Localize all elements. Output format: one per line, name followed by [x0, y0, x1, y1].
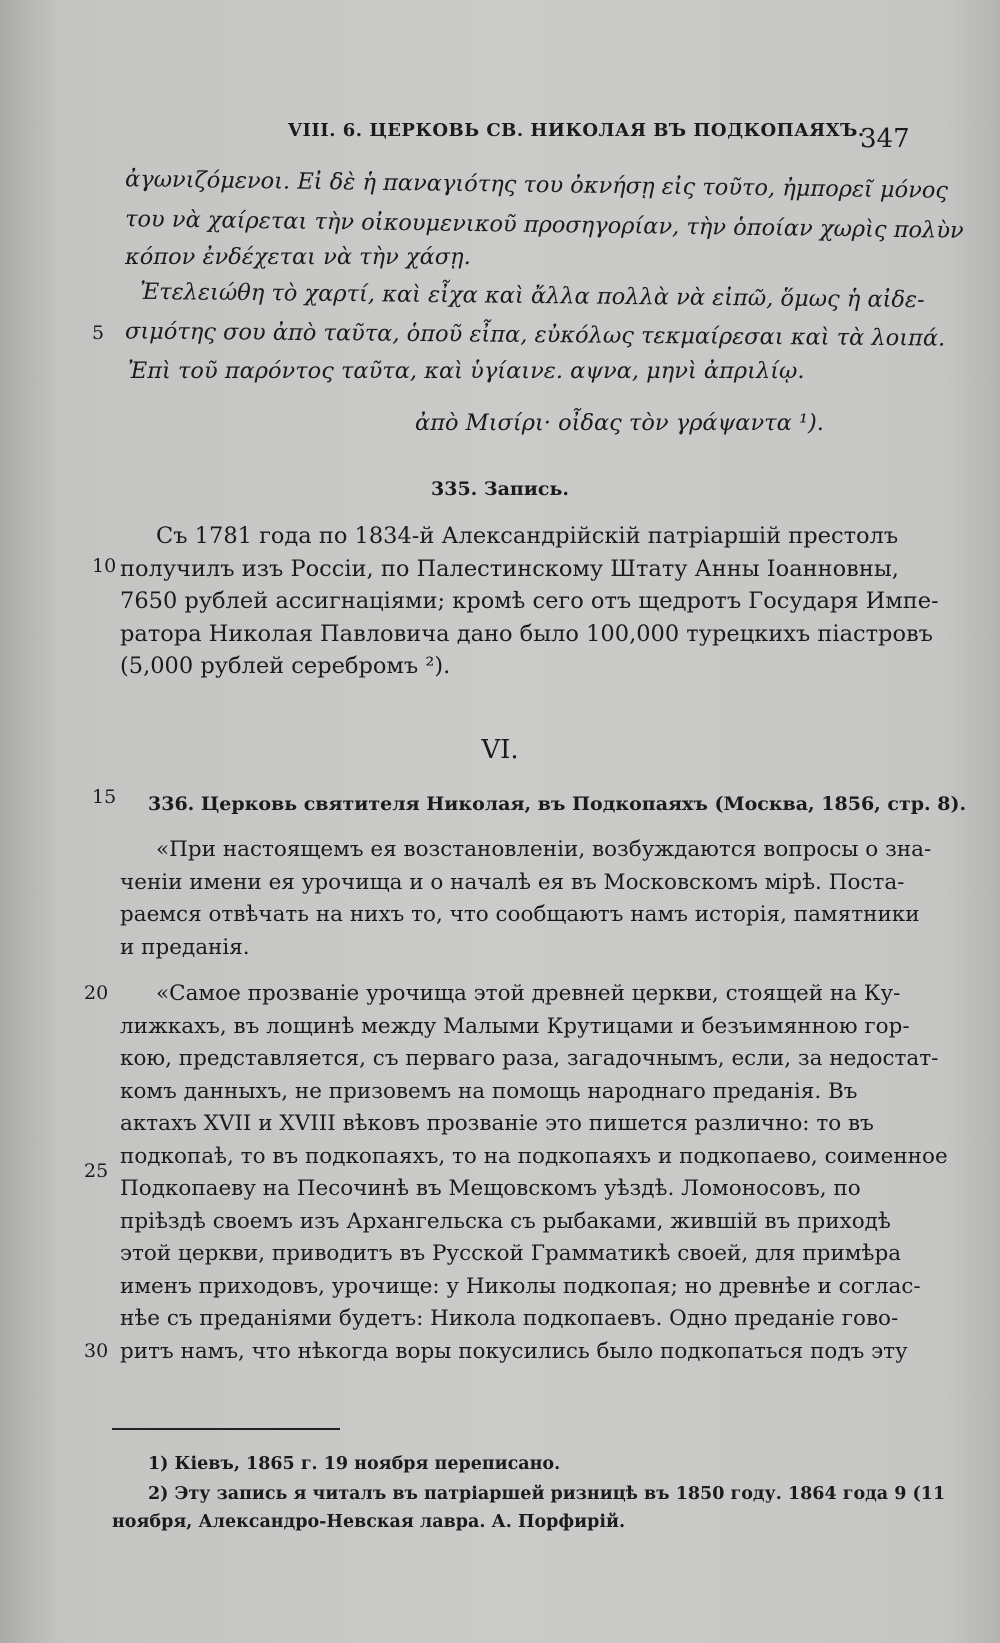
paragraph-335	[120, 520, 939, 683]
text-line: Съ 1781 года по 1834-й Александрійскій патріаршій престолъ	[156, 523, 899, 549]
text-line: (5,000 рублей серебромъ ²).	[120, 653, 451, 679]
line-number: 30	[84, 1340, 109, 1362]
greek-line: ἀγωνιζόμενοι. Εἰ δὲ ἡ παναγιότης του ὀκνήσῃ εἰς τοῦτο, ἠμπορεῖ μόνος	[124, 166, 949, 204]
line-number: 5	[92, 322, 105, 344]
page-number: 347	[860, 124, 910, 154]
line-number: 10	[92, 555, 117, 577]
paragraph-336-1	[120, 834, 932, 964]
footnote-divider	[112, 1428, 340, 1430]
text-line: Подкопаеву на Песочинѣ въ Мещовскомъ уѣздѣ. Ломоносовъ, по	[120, 1176, 861, 1201]
text-line: лижкахъ, въ лощинѣ между Малыми Крутицами и безъимянною гор-	[120, 1013, 910, 1039]
line-number: 15	[92, 786, 117, 808]
text-line: «При настоящемъ ея возстановленіи, возбуждаются вопросы о зна-	[156, 837, 932, 862]
text-line: ратора Николая Павловича дано было 100,000 турецкихъ піастровъ	[120, 620, 933, 647]
section-heading: 336. Церковь святителя Николая, въ Подкопаяхъ (Москва, 1856, стр. 8).	[148, 793, 967, 815]
text-line: ченіи имени ея урочища и о началѣ ея въ Московскомъ мірѣ. Поста-	[120, 869, 905, 895]
text-line: ритъ намъ, что нѣкогда воры покусились было подкопаться подъ эту	[120, 1338, 908, 1364]
text-line: получилъ изъ Россіи, по Палестинскому Штату Анны Іоанновны,	[120, 555, 899, 582]
text-line: и преданія.	[120, 934, 250, 960]
chapter-number: VI.	[481, 735, 519, 765]
greek-line: κόπον ἐνδέχεται νὰ τὴν χάσῃ.	[125, 244, 471, 270]
greek-line: σιμότης σου ἀπὸ ταῦτα, ὁποῦ εἶπα, εὐκόλως τεκμαίρεσαι καὶ τὰ λοιπά.	[124, 318, 946, 352]
text-line: 7650 рублей ассигнаціями; кромѣ сего отъ щедротъ Государя Импе-	[120, 588, 939, 614]
text-line: «Самое прозваніе урочища этой древней церкви, стоящей на Ку-	[156, 981, 901, 1006]
text-line: кою, представляется, съ перваго раза, загадочнымъ, если, за недостат-	[120, 1046, 939, 1071]
text-line: нѣе съ преданіями будетъ: Никола подкопаевъ. Одно преданіе гово-	[120, 1306, 899, 1331]
footnote: ноября, Александро-Невская лавра. А. Порфирій.	[112, 1512, 626, 1532]
section-heading: 335. Запись.	[431, 478, 569, 500]
text-line: актахъ XVII и XVIII вѣковъ прозваніе это пишется различно: то въ	[120, 1111, 874, 1136]
text-line: раемся отвѣчать на нихъ то, что сообщаютъ намъ исторія, памятники	[120, 902, 920, 927]
paragraph-336-2	[120, 978, 948, 1368]
text-line: подкопаѣ, то въ подкопаяхъ, то на подкопаяхъ и подкопаево, соименное	[120, 1143, 948, 1169]
text-line: этой церкви, приводитъ въ Русской Грамматикѣ своей, для примѣра	[120, 1241, 902, 1266]
running-header: VIII. 6. ЦЕРКОВЬ СВ. НИКОЛАЯ ВЪ ПОДКОПАЯХЪ.	[288, 120, 865, 141]
line-number: 20	[84, 982, 109, 1004]
text-line: пріѣздѣ своемъ изъ Архангельска съ рыбаками, жившій въ приходѣ	[120, 1208, 891, 1234]
greek-signature: ἀπὸ Μισίρι· οἶδας τὸν γράψαντα ¹).	[415, 410, 824, 436]
text-line: именъ приходовъ, урочище: у Николы подкопая; но древнѣе и соглас-	[120, 1273, 921, 1299]
footnote: 1) Кіевъ, 1865 г. 19 ноября переписано.	[148, 1454, 561, 1474]
greek-line: Ἐτελειώθη τὸ χαρτί, καὶ εἶχα καὶ ἄλλα πολλὰ νὰ εἰπῶ, ὅμως ἡ αἰδε-	[139, 278, 925, 314]
line-number: 25	[84, 1160, 109, 1182]
text-line: комъ данныхъ, не призовемъ на помощь народнаго преданія. Въ	[120, 1078, 858, 1104]
footnote: 2) Эту запись я читалъ въ патріаршей ризницѣ въ 1850 году. 1864 года 9 (11	[148, 1484, 946, 1504]
greek-line: Ἐπὶ τοῦ παρόντος ταῦτα, καὶ ὑγίαινε. αψνα, μηνὶ ἀπριλίῳ.	[128, 358, 805, 384]
greek-line: του νὰ χαίρεται τὴν οἰκουμενικοῦ προσηγορίαν, τὴν ὁποίαν χωρὶς πολὺν	[124, 206, 964, 244]
